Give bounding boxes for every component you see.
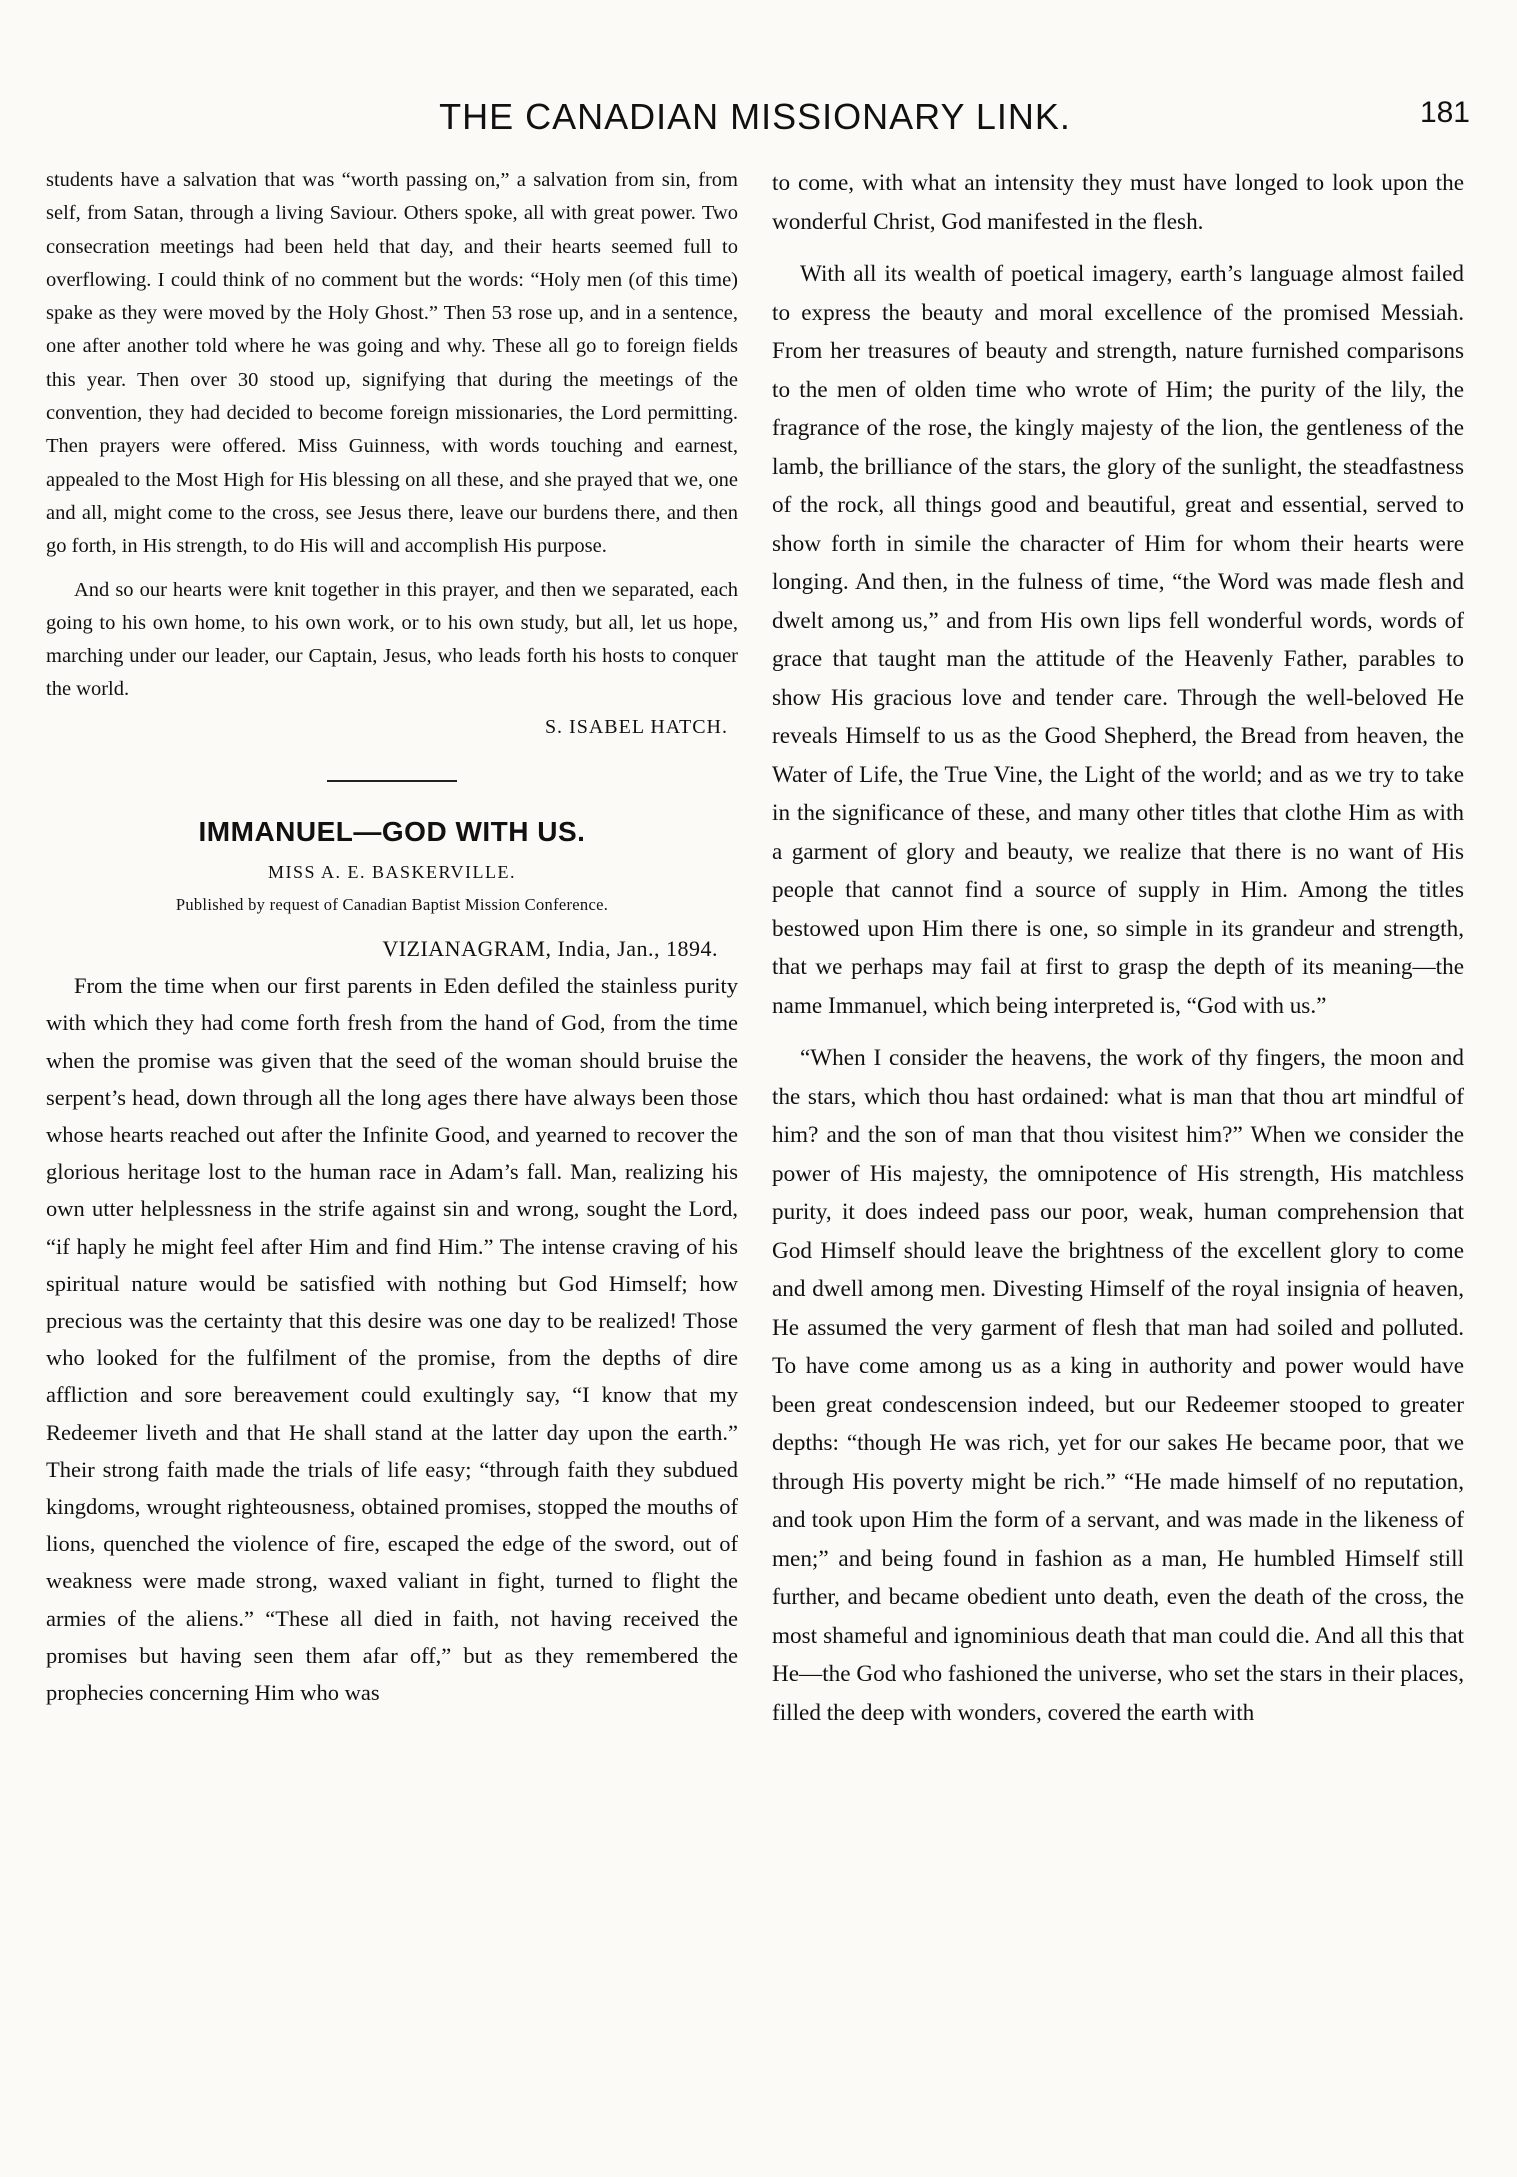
left-paragraph-1: students have a salvation that was “worth passing on,” a salvation from sin, from self, from Satan, through a living Saviour. Others spoke, all with great power. Two consecration meetings had been held that day, and their hearts seemed full to overflowing. I could think of no comment but the words: “Holy men (of this time) spake as they were moved by the Holy Ghost.” Then 53 rose up, and in a sentence, one after another told where he was going and why. These all go to foreign fields this year. Then over 30 stood up, signifying that during the meetings of the convention, they had decided to become foreign missionaries, the Lord permitting. Then prayers were offered. Miss Guinness, with words touching and earnest, appealed to the Most High for His blessing on all these, and she prayed that we, one and all, might come to the cross, see Jesus there, leave our burdens there, and then go forth, in His strength, to do His will and accomplish His purpose.: [46, 169, 738, 558]
left-paragraph-2: And so our hearts were knit together in this prayer, and then we separated, each going to his own home, to his own work, or to his own study, but all, let us hope, marching under our leader, our Captain, Jesus, who leads forth his hosts to conquer the world.: [46, 578, 738, 701]
right-paragraph-3: “When I consider the heavens, the work of thy fingers, the moon and the stars, which thou hast ordained: what is man that thou art mindful of him? and the son of man that thou visitest him?” When we consider the power of His majesty, the omnipotence of His strength, His matchless purity, it does indeed pass our poor, weak, human comprehension that God Himself should leave the brightness of the excellent glory to come and dwell among men. Divesting Himself of the royal insignia of heaven, He assumed the very garment of flesh that man had soiled and polluted. To have come among us as a king in authority and power would have been great condescension indeed, but our Redeemer stooped to greater depths: “though He was rich, yet for our sakes He became poor, that we through His poverty might be rich.” “He made himself of no reputation, and took upon Him the form of a servant, and was made in the likeness of men;” and being found in fashion as a man, He humbled Himself still further, and became obedient unto death, even the death of the cross, the most shameful and ignominious death that man could die. And all this that He—the God who fashioned the universe, who set the stars in their places, filled the deep with wonders, covered the earth with: [772, 1045, 1464, 1726]
publication-title: THE CANADIAN MISSIONARY LINK.: [439, 96, 1071, 137]
right-paragraph-2: With all its wealth of poetical imagery, earth’s language almost failed to express the beauty and moral excellence of the promised Messiah. From her treasures of beauty and strength, nature furnished comparisons to the men of olden time who wrote of Him; the purity of the lily, the fragrance of the rose, the kingly majesty of the lion, the gentleness of the lamb, the brilliance of the stars, the glory of the sunlight, the steadfastness of the rock, all things good and beautiful, great and essential, served to show forth in simile the character of Him for whom their hearts were longing. And then, in the fulness of time, “the Word was made flesh and dwelt among us,” and from His own lips fell wonderful words, words of grace that taught man the attitude of the Heavenly Father, parables to show His gracious love and tender care. Through the well-beloved He reveals Himself to us as the Good Shepherd, the Bread from heaven, the Water of Life, the True Vine, the Light of the world; and as we try to take in the significance of these, and many other titles that clothe Him as with a garment of glory and beauty, we realize that there is no want of His people that cannot find a source of supply in Him. Among the titles bestowed upon Him there is one, so simple in its grandeur and strength, that we perhaps may fail at first to grasp the depth of its meaning—the name Immanuel, which being interpreted is, “God with us.”: [772, 261, 1464, 1019]
page-header: [40, 96, 1470, 146]
publication-note: Published by request of Canadian Baptist Mission Conference.: [175, 894, 609, 914]
article-author: MISS A. E. BASKERVILLE.: [267, 861, 517, 882]
signature: S. ISABEL HATCH.: [544, 715, 728, 738]
article-title: IMMANUEL—GOD WITH US.: [198, 815, 586, 847]
page-number: 181: [1419, 96, 1470, 129]
section-divider: [327, 780, 457, 782]
right-paragraph-1: to come, with what an intensity they must have longed to look upon the wonderful Christ, God manifested in the flesh.: [772, 170, 1464, 235]
right-column: [772, 164, 1464, 2117]
left-paragraph-3: From the time when our first parents in Eden defiled the stainless purity with which they had come forth fresh from the hand of God, from the time when the promise was given that the seed of the woman should bruise the serpent’s head, down through all the long ages there have always been those whose hearts reached out after the Infinite Good, and yearned to recover the glorious heritage lost to the human race in Adam’s fall. Man, realizing his own utter helplessness in the strife against sin and wrong, sought the Lord, “if haply he might feel after Him and find Him.” The intense craving of his spiritual nature would be satisfied with nothing but God Himself; how precious was the certainty that this desire was one day to be realized! Those who looked for the fulfilment of the promise, from the depths of dire affliction and sore bereavement could exultingly say, “I know that my Redeemer liveth and that He shall stand at the latter day upon the earth.” Their strong faith made the trials of life easy; “through faith they subdued kingdoms, wrought righteousness, obtained promises, stopped the mouths of lions, quenched the violence of fire, escaped the edge of the sword, out of weakness were made strong, waxed valiant in fight, turned to flight the armies of the aliens.” “These all died in faith, not having received the promises but having seen them afar off,” but as they remembered the prophecies concerning Him who was: [46, 973, 738, 1706]
dateline: VIZIANAGRAM, India, Jan., 1894.: [382, 935, 718, 961]
left-column: [46, 164, 738, 2117]
